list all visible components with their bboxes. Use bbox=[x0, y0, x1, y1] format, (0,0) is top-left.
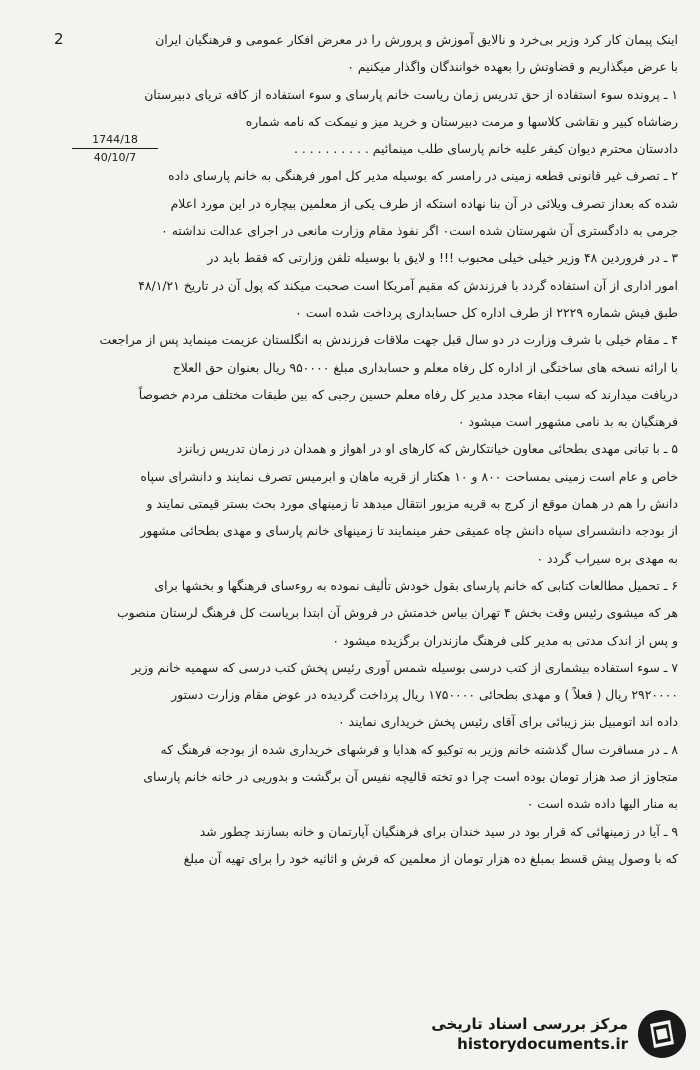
document-line: ۸ ـ در مسافرت سال گذشته خانم وزیر به توکیو که هدایا و فرشهای خریداری شده از بودجه فرهنگ که bbox=[160, 741, 678, 757]
document-line: طبق فیش شماره ۲۲۲۹ از طرف اداره کل حسابداری پرداخت شده است ۰ bbox=[295, 304, 678, 320]
document-line: ۶ ـ تحمیل مطالعات کتابی که خانم پارسای بقول خودش تألیف نموده به روءسای فرهنگها و بخشها برای bbox=[154, 577, 678, 593]
watermark bbox=[431, 1008, 688, 1060]
watermark-text bbox=[431, 1014, 628, 1054]
document-line: شده که بعداز تصرف ویلائی در آن بنا نهاده استکه از طرف یکی از معلمین بیچاره در این مورد اعلام bbox=[170, 195, 678, 211]
document-line: از بودجه دانشسرای سپاه دانش چاه عمیقی حفر مینمایند تا زمینهای خانم پارسای و مهدی بطحائی مشهور bbox=[140, 523, 678, 539]
archive-logo-icon bbox=[636, 1008, 688, 1060]
page-number: 2 bbox=[54, 30, 64, 48]
document-line: رضاشاه کبیر و نقاشی کلاسها و مرمت دبیرستان و خرید میز و نیمکت که نامه شماره bbox=[245, 113, 678, 129]
document-body bbox=[52, 26, 678, 872]
document-line: با عرض میگذاریم و قضاوتش را بعهده خوانندگان واگذار میکنیم ۰ bbox=[347, 59, 678, 75]
document-line: ۵ ـ با تبانی مهدی بطحائی معاون خیانتکارش که کارهای او در اهواز و همدان در زمان تدریس زبانزد bbox=[176, 441, 678, 457]
document-line: هر که میشوی رئیس وقت بخش ۴ تهران بیاس خدمتش در فروش آن ابتدا بریاست کل فرهنگ لرستان منصوب bbox=[117, 605, 678, 621]
document-line: دانش را هم در همان موقع از کرج به قریه مزبور انتقال میدهد تا زمینهای مورد بحث بستر قیمتی نمایند و bbox=[146, 496, 678, 512]
document-line: ۴ ـ مقام خیلی با شرف وزارت در دو سال قبل جهت ملاقات فرزندش به انگلستان عزیمت مینماید پس از مراجعت bbox=[99, 332, 678, 348]
document-line: به مهدی بره سیراب گردد ۰ bbox=[536, 550, 678, 566]
document-line: ۱ ـ پرونده سوء استفاده از حق تدریس زمان ریاست خانم پارسای و سوء استفاده از کافه تریای دبیرستان bbox=[144, 86, 678, 102]
reference-number-bottom: 40/10/7 bbox=[93, 151, 137, 164]
document-line: متجاوز از صد هزار تومان بوده است چرا دو تخته قالیچه نفیس آن برگشت و بدوریی در خانه خانم پارسای bbox=[143, 769, 678, 785]
watermark-title: مرکز بررسی اسناد تاریخی bbox=[431, 1015, 628, 1033]
document-line: داده اند اتومبیل بنز زیبائی برای آقای رئیس پخش خریداری نمایند ۰ bbox=[337, 714, 678, 730]
document-line: ۲ ـ تصرف غیر قانونی قطعه زمینی در رامسر که بوسیله مدیر کل امور فرهنگی به خانم پارسای داده bbox=[168, 168, 678, 184]
document-line: که با وصول پیش قسط بمبلغ ده هزار تومان از معلمین که فرش و اثاثیه خود را برای تهیه آن مبلغ bbox=[183, 850, 678, 866]
document-line: و پس از اندک مدتی به مدیر کلی فرهنگ مازندران برگزیده میشود ۰ bbox=[332, 632, 678, 648]
watermark-url: historydocuments.ir bbox=[457, 1035, 628, 1053]
document-line: با ارائه نسخه های ساختگی از اداره کل رفاه معلم و حسابداری مبلغ ۹۵۰۰۰۰ ریال بعنوان حق العلاج bbox=[172, 359, 678, 375]
document-line: دریافت میدارند که سبب ابقاء مجدد مدیر کل رفاه معلم حسین رجبی که بین طبقات مختلف مردم خصوصاً bbox=[138, 386, 678, 402]
document-line: دادستان محترم دیوان کیفر علیه خانم پارسای طلب مینمائیم . . . . . . . . . . bbox=[294, 141, 678, 157]
document-line: جرمی به دادگستری آن شهرستان شده است۰ اگر نفوذ مقام وزارت مانعی در اجرای عدالت نداشته ۰ bbox=[161, 223, 678, 239]
document-line: اینک پیمان کار کرد وزیر بی‌خرد و نالایق آموزش و پرورش را در معرض افکار عمومی و فرهنگیان ایران bbox=[155, 32, 678, 47]
document-line: خاص و عام است زمینی بمساحت ۸۰۰ و ۱۰ هکتار از قریه ماهان و ابرمیس تصرف نمایند و دانشرای سپاه bbox=[140, 468, 678, 484]
document-line: فرهنگیان به بد نامی مشهور است میشود ۰ bbox=[457, 414, 678, 430]
document-line: امور اداری از آن استفاده گردد با فرزندش که مقیم آمریکا است صحبت میکند که پول آن در تاریخ ۴۸/۱/۲۱ bbox=[138, 277, 678, 293]
document-line: ۲۹۲۰۰۰۰ ریال ( فعلاً ) و مهدی بطحائی ۱۷۵۰۰۰۰ ریال پرداخت گردیده در عوض مقام وزارت دستور bbox=[171, 687, 678, 703]
document-line: ۹ ـ آیا در زمینهائی که قرار بود در سید خندان برای فرهنگیان آپارتمان و خانه بسازند چطور شد bbox=[199, 823, 678, 839]
document-line: ۳ ـ در فروردین ۴۸ وزیر خیلی خیلی محبوب !!! و لایق با بوسیله تلفن وزارتی که فقط باید در bbox=[207, 250, 678, 266]
reference-number-top: 1744/18 bbox=[92, 133, 138, 146]
document-line: به منار الیها داده شده است ۰ bbox=[526, 796, 678, 812]
document-line: ۷ ـ سوء استفاده بیشماری از کتب درسی بوسیله شمس آوری رئیس پخش کتب درسی که سهمیه خانم وزیر bbox=[131, 659, 678, 675]
